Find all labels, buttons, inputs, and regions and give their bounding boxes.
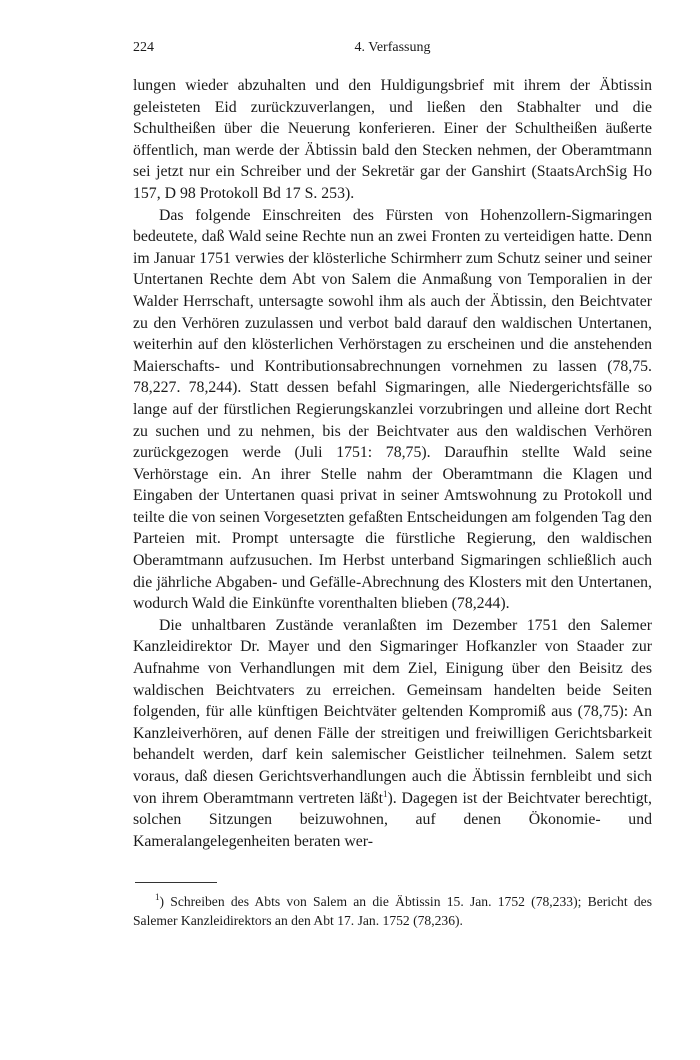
paragraph-text-continued: ). Dagegen ist der Beichtvater berechtigt, solchen Sitzungen beizuwohnen, auf denen Ökonomie- und Kameralangelegenheiten beraten wer- [133,789,652,850]
page-header [133,40,652,60]
footnote-divider [135,882,217,883]
footnote [133,893,652,930]
page-number: 224 [133,40,154,55]
paragraph-text: lungen wieder abzuhalten und den Huldigungsbrief mit ihrem der Äbtissin geleisteten Eid zurückzuverlangen, und ließen den Stabhalter und die Schultheißen über die Neuerung konferieren. Einer der Schultheißen äußerte öffentlich, man werde der Äbtissin bald den Stecken nehmen, der Oberamtmann sei jetzt nur ein Schreiber und der Sekretär gar der Ganshirt (StaatsArchSig Ho 157, D 98 Protokoll Bd 17 S. 253). [133,77,652,202]
footnote-text: ) Schreiben des Abts von Salem an die Äbtissin 15. Jan. 1752 (78,233); Bericht des Salemer Kanzleidirektors an den Abt 17. Jan. 1752 (78,236). [133,894,652,928]
footnote-marker: 1 [155,892,160,902]
running-head: 4. Verfassung [354,40,431,55]
paragraph-text: Die unhaltbaren Zustände veranlaßten im Dezember 1751 den Salemer Kanzleidirektor Dr. Mayer und den Sigmaringer Hofkanzler von Staader zur Aufnahme von Verhandlungen mit dem Ziel, Einigung über den Beisitz des waldischen Beichtvaters zu erreichen. Gemeinsam handelten beide Seiten folgenden, für alle künftigen Beichtväter geltenden Kompromiß aus (78,75): An Kanzleiverhören, auf denen Fälle der streitigen und freiwilligen Gerichtsbarkeit behandelt werden, darf kein salemischer Geistlicher teilnehmen. Salem setzt voraus, daß diesen Gerichtsverhandlungen auch die Äbtissin fernbleibt und sich von ihrem Oberamtmann vertreten läßt [133,616,652,807]
paragraph-text: Das folgende Einschreiten des Fürsten von Hohenzollern-Sigmaringen bedeutete, daß Wald seine Rechte nun an zwei Fronten zu verteidigen hatte. Denn im Januar 1751 verwies der klösterliche Schirmherr zum Schutz seiner und seiner Untertanen Rechte dem Abt von Salem die Anmaßung von Temporalien in der Walder Herrschaft, untersagte sowohl ihm als auch der Äbtissin, den Beichtvater zu den Verhören zuzulassen und verbot bald darauf den waldischen Untertanen, weiterhin auf den klösterlichen Verhörstagen zu erscheinen und die anstehenden Maierschafts- und Kontributionsabrechnungen vornehmen zu lassen (78,75. 78,227. 78,244). Statt dessen befahl Sigmaringen, alle Niedergerichtsfälle so lange auf der fürstlichen Regierungskanzlei vorzubringen und alleine dort Recht zu suchen und zu nehmen, bis der Beichtvater aus den waldischen Verhören zurückgezogen werde (Juli 1751: 78,75). Daraufhin stellte Wald seine Verhörstage ein. An ihrer Stelle nahm der Oberamtmann die Klagen und Eingaben der Untertanen quasi privat in seiner Amtswohnung zu Protokoll und teilte die von seinen Vorgesetzten gefaßten Entscheidungen am folgenden Tag den Parteien mit. Prompt untersagte die fürstliche Regierung, den waldischen Oberamtmann aufzusuchen. Im Herbst unterband Sigmaringen schließlich auch die jährliche Abgaben- und Gefälle-Abrechnung des Klosters mit den Untertanen, wodurch Wald die Einkünfte vorenthalten blieben (78,244). [133,206,652,613]
footnotes [133,893,652,930]
body-text [133,75,652,852]
footnote-reference[interactable]: 1 [383,788,388,799]
paragraph [133,75,652,205]
paragraph [133,615,652,853]
paragraph [133,205,652,615]
